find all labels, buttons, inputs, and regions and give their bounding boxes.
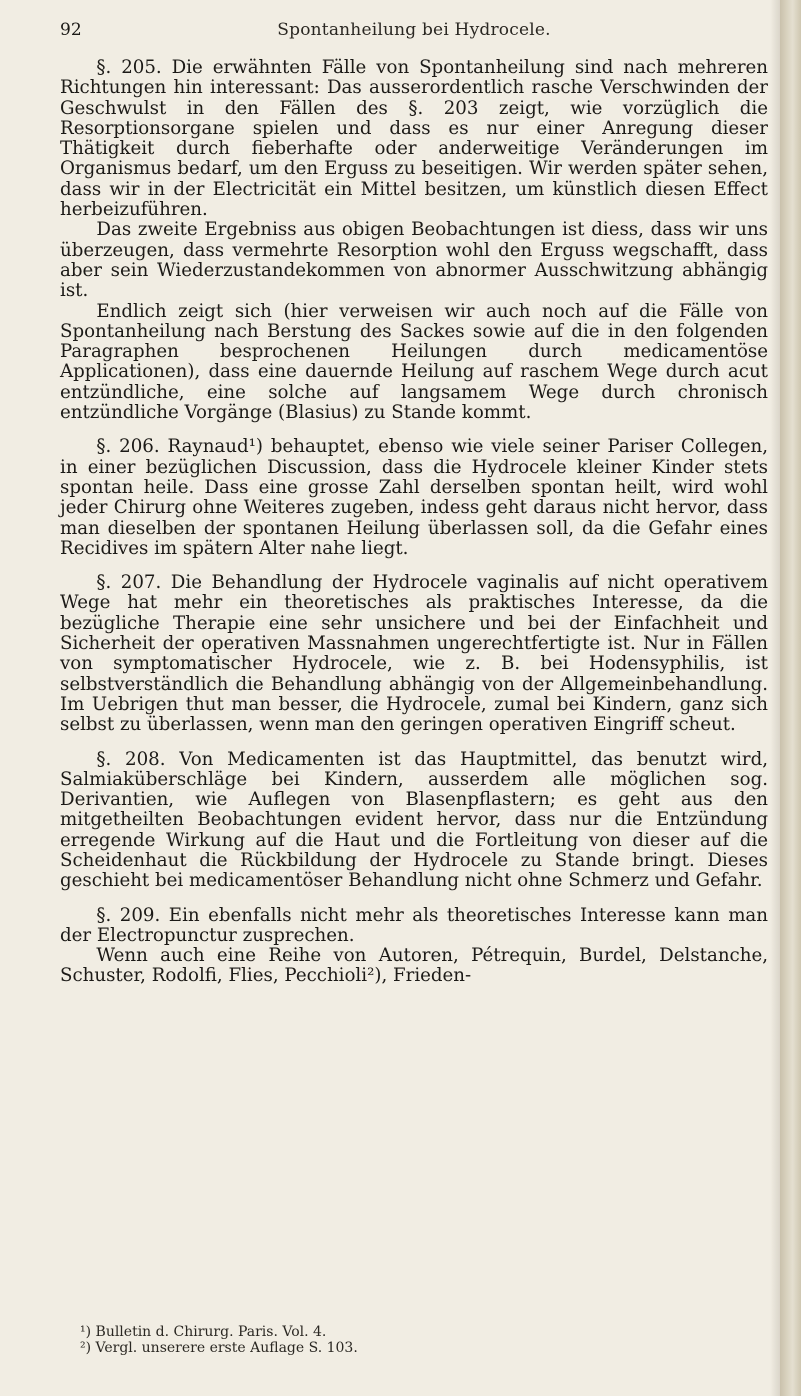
running-head: Spontanheilung bei Hydrocele. bbox=[277, 20, 551, 40]
footnotes bbox=[80, 1324, 760, 1356]
page-edge bbox=[780, 0, 801, 1396]
paragraph-205-conclusion: Endlich zeigt sich (hier verweisen wir auch noch auf die Fälle von Spontanheilung nach Berstung des Sackes sowie auf die in den folgenden Paragraphen besprochenen Heilungen durch medicamentöse Applicationen), dass eine dauernde Heilung auf raschem Wege durch acut entzündliche, eine solche auf langsamem Wege durch chronisch entzündliche Vorgänge (Blasius) zu Stande kommt. bbox=[60, 300, 768, 424]
paragraph-205: §. 205. Die erwähnten Fälle von Spontanheilung sind nach mehreren Richtungen hin interessant: Das ausserordentlich rasche Verschwinden der Geschwulst in den Fällen des §. 203 zeigt, wie vorzüglich die Resorptionsorgane spielen und dass es nur einer Anregung dieser Thätigkeit durch fieberhafte oder anderweitige Veränderungen im Organismus bedarf, um den Erguss zu beseitigen. Wir werden später sehen, dass wir in der Electricität ein Mittel besitzen, um künstlich diesen Effect herbeizuführen. bbox=[60, 57, 768, 221]
paragraph-209-continued: Wenn auch eine Reihe von Autoren, Pétrequin, Burdel, Delstanche, Schuster, Rodolfi, Flies, Pecchioli²), Frieden- bbox=[60, 945, 768, 987]
footnote-2: ²) Vergl. unserere erste Auflage S. 103. bbox=[80, 1340, 358, 1356]
page-number: 92 bbox=[60, 20, 82, 40]
page-header bbox=[60, 20, 768, 46]
paragraph-207: §. 207. Die Behandlung der Hydrocele vaginalis auf nicht operativem Wege hat mehr ein theoretisches als praktisches Interesse, da die bezügliche Therapie eine sehr unsichere und bei der Einfachheit und Sicherheit der operativen Massnahmen ungerechtfertigte ist. Nur in Fällen von symptomatischer Hydrocele, wie z. B. bei Hodensyphilis, ist selbstverständlich die Behandlung abhängig von der Allgemeinbehandlung. Im Uebrigen thut man besser, die Hydrocele, zumal bei Kindern, ganz sich selbst zu überlassen, wenn man den geringen operativen Eingriff scheut. bbox=[60, 572, 768, 736]
paragraph-205-second-result: Das zweite Ergebniss aus obigen Beobachtungen ist diess, dass wir uns überzeugen, dass vermehrte Resorption wohl den Erguss wegschafft, dass aber sein Wiederzustandekommen von abnormer Ausschwitzung abhängig ist. bbox=[60, 219, 768, 302]
paragraph-209: §. 209. Ein ebenfalls nicht mehr als theoretisches Interesse kann man der Electropunctur zusprechen. bbox=[60, 904, 768, 946]
paragraph-206: §. 206. Raynaud¹) behauptet, ebenso wie viele seiner Pariser Collegen, in einer bezüglichen Discussion, dass die Hydrocele kleiner Kinder stets spontan heile. Dass eine grosse Zahl derselben spontan heilt, wird wohl jeder Chirurg ohne Weiteres zugeben, indess geht daraus nicht hervor, dass man dieselben der spontanen Heilung überlassen soll, da die Gefahr eines Recidives im spätern Alter nahe liegt. bbox=[60, 436, 768, 559]
paragraph-208: §. 208. Von Medicamenten ist das Hauptmittel, das benutzt wird, Salmiaküberschläge bei Kindern, ausserdem alle möglichen sog. Derivantien, wie Auflegen von Blasenpflastern; es geht aus den mitgetheilten Beobachtungen evident hervor, dass nur die Entzündung erregende Wirkung auf die Haut und die Fortleitung von dieser auf die Scheidenhaut die Rückbildung der Hydrocele zu Stande bringt. Dieses geschieht bei medicamentöser Behandlung nicht ohne Schmerz und Gefahr. bbox=[60, 748, 768, 892]
footnote-1: ¹) Bulletin d. Chirurg. Paris. Vol. 4. bbox=[80, 1324, 327, 1340]
body-text bbox=[60, 58, 768, 987]
